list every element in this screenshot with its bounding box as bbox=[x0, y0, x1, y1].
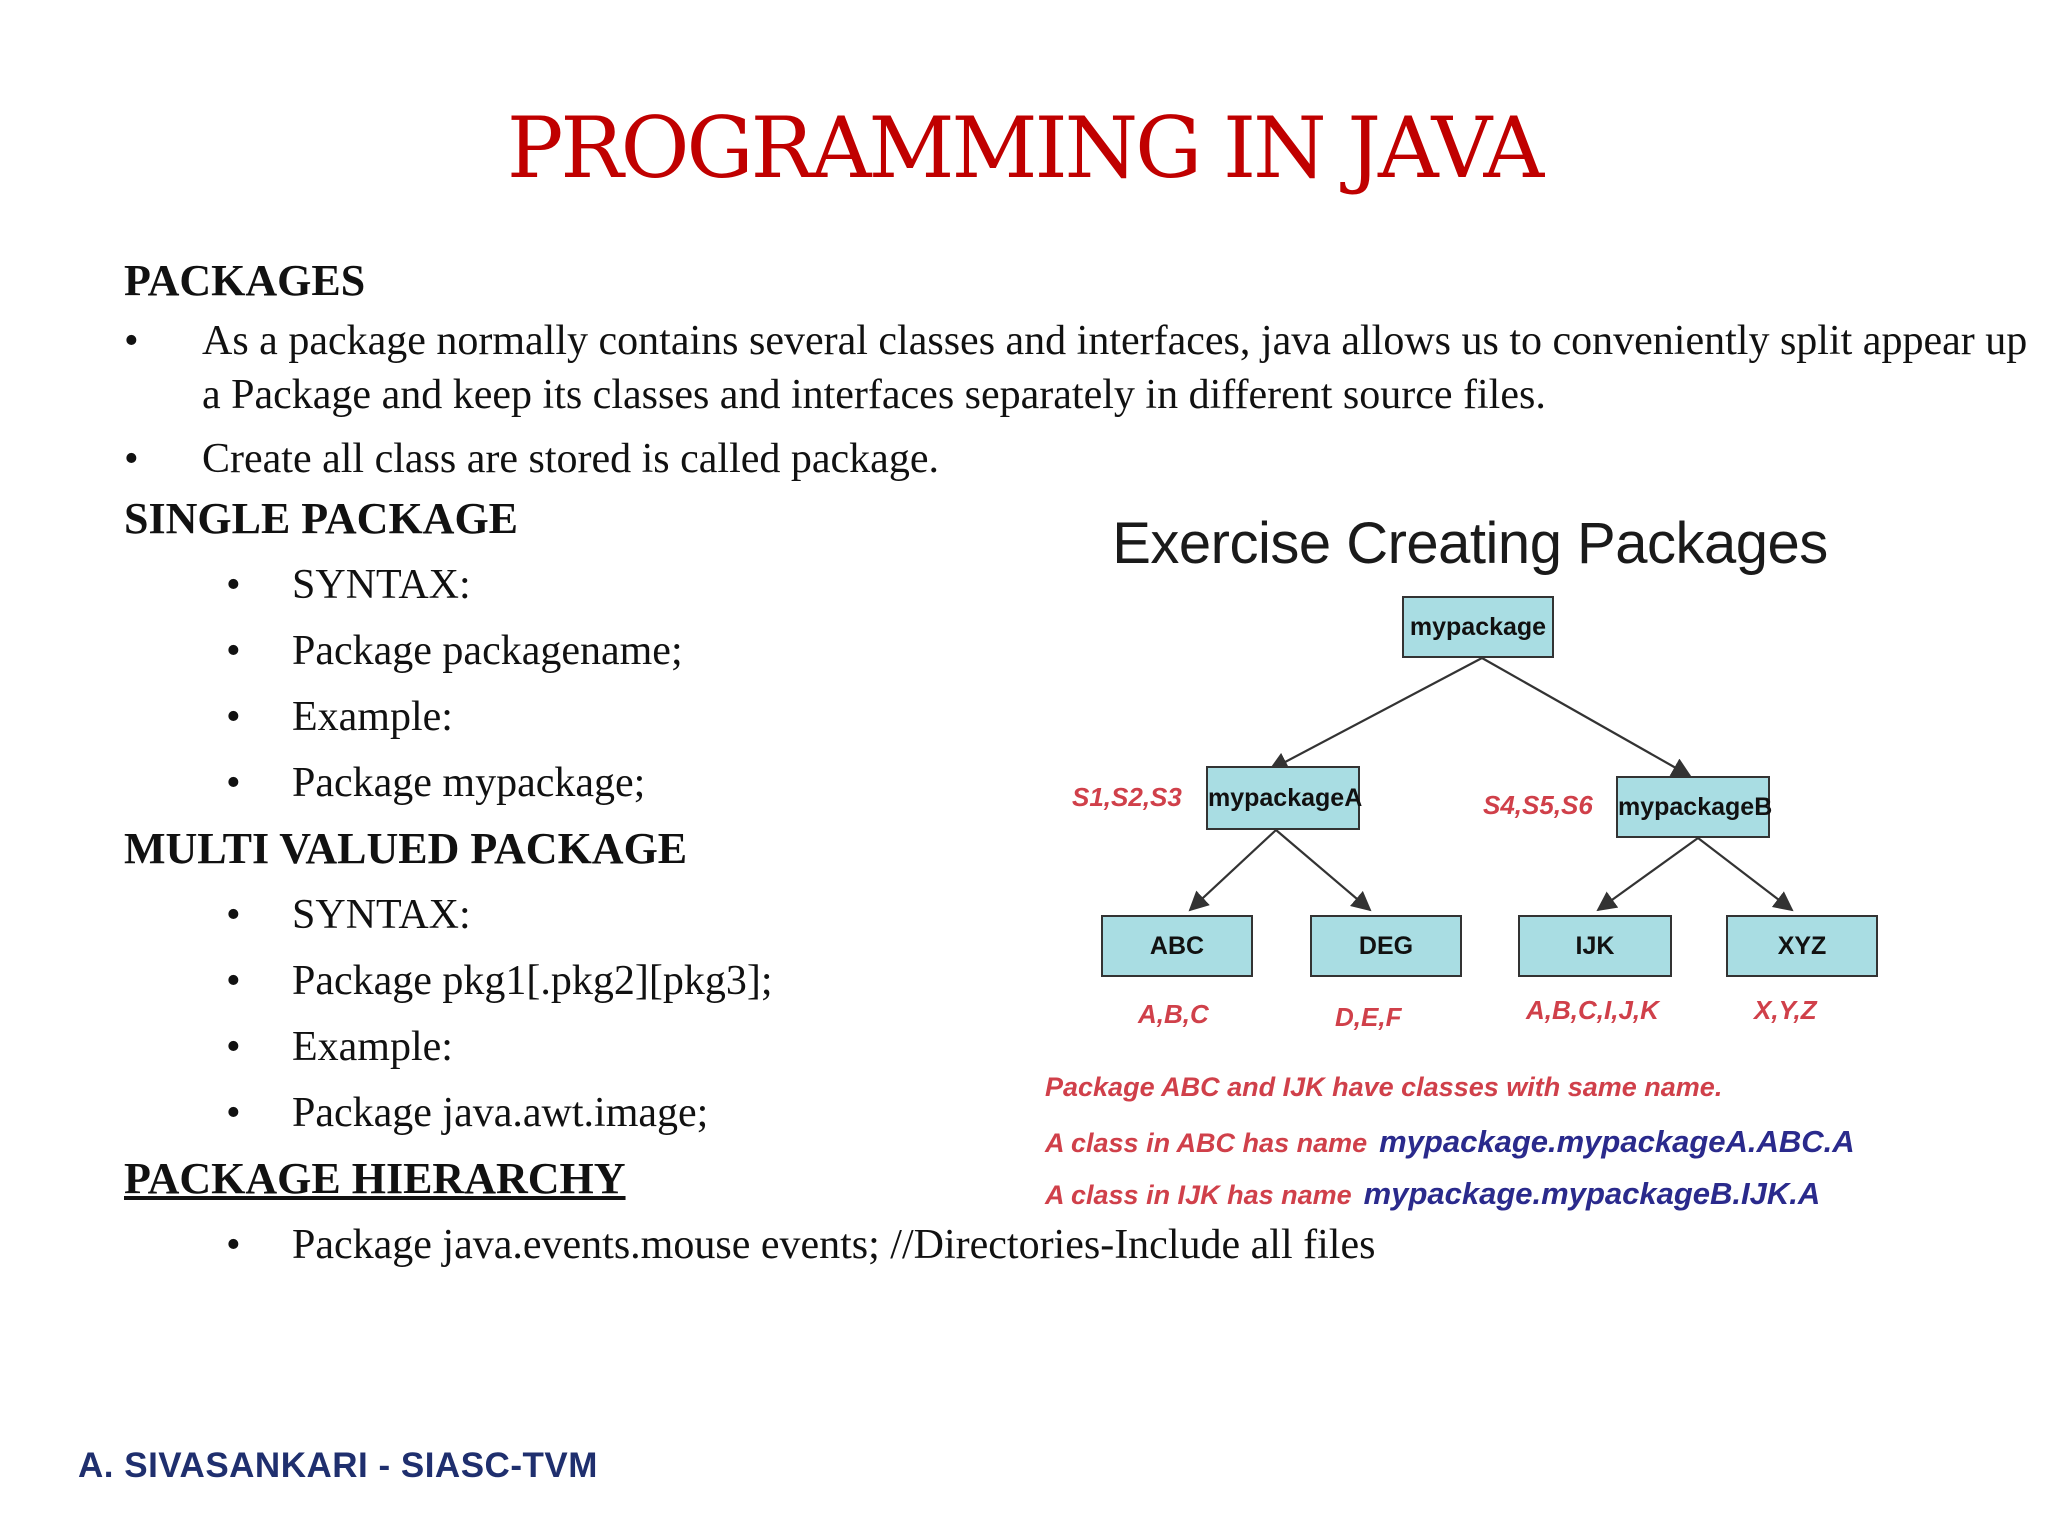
bullet-dot: • bbox=[226, 628, 241, 674]
single-item-text: Package packagename; bbox=[292, 628, 683, 674]
note-text: A class in ABC has name bbox=[1045, 1128, 1368, 1158]
node-mypackageA: mypackageA bbox=[1206, 766, 1360, 830]
bullet-dot: • bbox=[226, 1222, 241, 1268]
node-mypackageB: mypackageB bbox=[1616, 776, 1770, 838]
diagram-note-1 bbox=[1045, 1072, 1722, 1103]
bullet-packages-2 bbox=[124, 432, 2042, 486]
hierarchy-item-text: Package java.events.mouse events; //Directories-Include all files bbox=[292, 1222, 1376, 1268]
package-diagram bbox=[1030, 500, 1910, 1240]
edge-b-ijk bbox=[1598, 838, 1698, 910]
node-mypackage: mypackage bbox=[1402, 596, 1554, 658]
diagram-note-2 bbox=[1045, 1124, 1855, 1160]
node-xyz: XYZ bbox=[1726, 915, 1878, 977]
diagram-title: Exercise Creating Packages bbox=[1112, 511, 1828, 576]
node-deg: DEG bbox=[1310, 915, 1462, 977]
bullet-dot: • bbox=[226, 1090, 241, 1136]
single-item-text: Example: bbox=[292, 694, 453, 740]
edge-a-deg bbox=[1276, 830, 1370, 910]
label-xyz-classes: X,Y,Z bbox=[1754, 995, 1817, 1025]
single-item-text: Package mypackage; bbox=[292, 760, 646, 806]
bullet-dot: • bbox=[226, 562, 241, 608]
node-abc: ABC bbox=[1101, 915, 1253, 977]
edge-root-a bbox=[1270, 658, 1482, 770]
label-ijk-classes: A,B,C,I,J,K bbox=[1526, 995, 1659, 1025]
edge-root-b bbox=[1482, 658, 1690, 776]
slide-title: PROGRAMMING IN JAVA bbox=[506, 99, 1542, 197]
bullet-dot: • bbox=[124, 318, 139, 364]
qualified-name: mypackage.mypackageA.ABC.A bbox=[1379, 1124, 1855, 1159]
heading-multi-valued-package: MULTI VALUED PACKAGE bbox=[124, 824, 688, 873]
heading-single-package: SINGLE PACKAGE bbox=[124, 494, 519, 543]
multi-item-text: Example: bbox=[292, 1024, 453, 1070]
label-abc-classes: A,B,C bbox=[1138, 999, 1209, 1029]
bullet-text: As a package normally contains several classes and interfaces, java allows us to conveniently split appear up a Package and keep its classes and interfaces separately in different source files. bbox=[202, 318, 2028, 418]
label-s4-s5-s6: S4,S5,S6 bbox=[1483, 790, 1593, 820]
bullet-dot: • bbox=[226, 1024, 241, 1070]
label-s1-s2-s3: S1,S2,S3 bbox=[1072, 782, 1182, 812]
diagram-note-3 bbox=[1045, 1176, 1820, 1212]
bullet-dot: • bbox=[226, 760, 241, 806]
bullet-text: Create all class are stored is called package. bbox=[202, 436, 939, 482]
bullet-dot: • bbox=[226, 958, 241, 1004]
footer-author: A. SIVASANKARI - SIASC-TVM bbox=[78, 1446, 598, 1485]
note-text: Package ABC and IJK have classes with same name. bbox=[1045, 1072, 1723, 1102]
bullet-packages-1 bbox=[124, 314, 2042, 422]
heading-package-hierarchy: PACKAGE HIERARCHY bbox=[124, 1154, 626, 1203]
heading-packages: PACKAGES bbox=[124, 256, 366, 305]
edge-a-abc bbox=[1190, 830, 1276, 910]
multi-item-text: Package java.awt.image; bbox=[292, 1090, 709, 1136]
node-ijk: IJK bbox=[1518, 915, 1672, 977]
note-text: A class in IJK has name bbox=[1045, 1180, 1352, 1210]
single-item-text: SYNTAX: bbox=[292, 562, 471, 608]
qualified-name: mypackage.mypackageB.IJK.A bbox=[1363, 1176, 1821, 1211]
bullet-dot: • bbox=[226, 892, 241, 938]
bullet-dot: • bbox=[124, 436, 139, 482]
multi-item-text: SYNTAX: bbox=[292, 892, 471, 938]
bullet-dot: • bbox=[226, 694, 241, 740]
multi-item-text: Package pkg1[.pkg2][pkg3]; bbox=[292, 958, 773, 1004]
edge-b-xyz bbox=[1698, 838, 1792, 910]
label-deg-classes: D,E,F bbox=[1335, 1002, 1402, 1032]
